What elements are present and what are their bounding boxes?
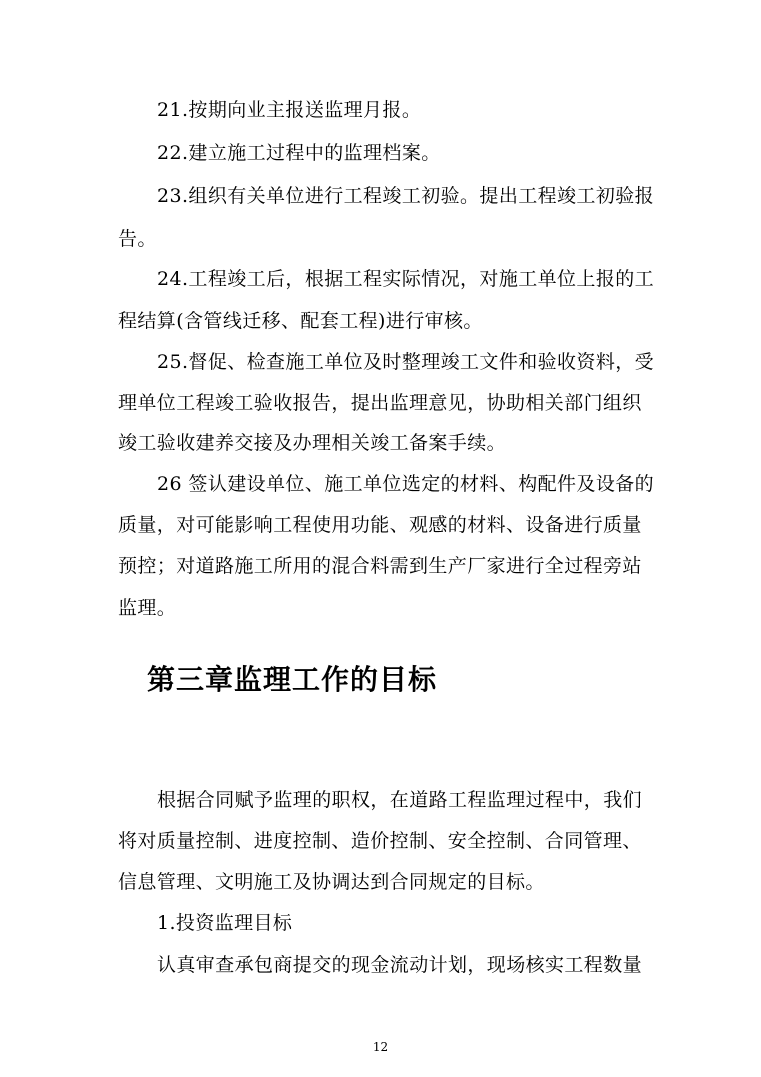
item-26-line-3: 预控；对道路施工所用的混合料需到生产厂家进行全过程旁站	[118, 555, 642, 577]
item-24-line-1: 24.工程竣工后，根据工程实际情况，对施工单位上报的工	[157, 268, 655, 290]
item-25-line-1: 25.督促、检查施工单位及时整理竣工文件和验收资料，受	[157, 351, 655, 373]
item-25-line-2: 理单位工程竣工验收报告，提出监理意见，协助相关部门组织	[118, 392, 642, 414]
item-26-line-2: 质量，对可能影响工程使用功能、观感的材料、设备进行质量	[118, 514, 642, 536]
item-21: 21.按期向业主报送监理月报。	[157, 99, 422, 121]
chapter-intro-line-3: 信息管理、文明施工及协调达到合同规定的目标。	[118, 871, 545, 893]
chapter-title: 第三章监理工作的目标	[147, 663, 438, 696]
item-26-line-1: 26 签认建设单位、施工单位选定的材料、构配件及设备的	[157, 473, 655, 495]
chapter-intro-line-1: 根据合同赋予监理的职权，在道路工程监理过程中，我们	[157, 789, 643, 811]
item-24-line-2: 程结算(含管线迁移、配套工程)进行审核。	[118, 310, 483, 332]
page-number: 12	[372, 1040, 389, 1054]
item-23-line-1: 23.组织有关单位进行工程竣工初验。提出工程竣工初验报	[157, 185, 655, 207]
paragraph-line-1: 认真审查承包商提交的现金流动计划，现场核实工程数量	[157, 954, 643, 976]
item-22: 22.建立施工过程中的监理档案。	[157, 142, 441, 164]
item-23-line-2: 告。	[118, 228, 157, 250]
item-26-line-4: 监理。	[118, 597, 177, 619]
item-25-line-3: 竣工验收建养交接及办理相关竣工备案手续。	[118, 432, 507, 454]
subheading-investment: 1.投资监理目标	[157, 912, 293, 934]
chapter-intro-line-2: 将对质量控制、进度控制、造价控制、安全控制、合同管理、	[118, 830, 642, 852]
